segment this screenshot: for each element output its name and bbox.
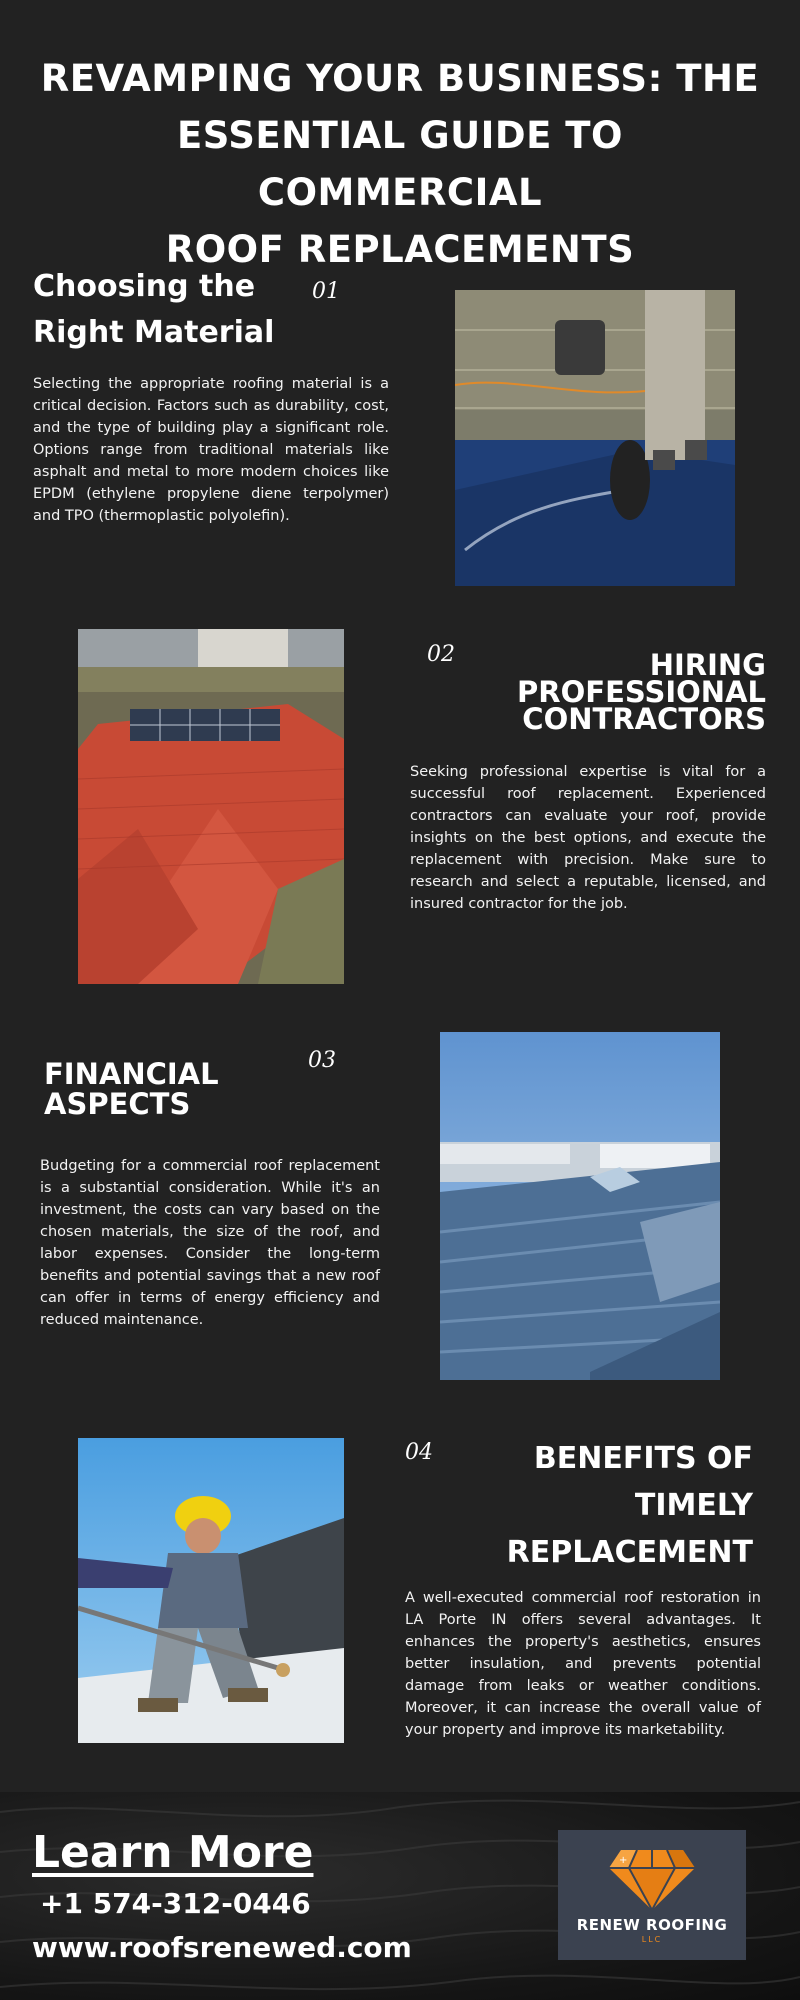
- title-line: ROOF REPLACEMENTS: [165, 228, 635, 271]
- diamond-logo-icon: [607, 1848, 697, 1912]
- heading-line: HIRING: [649, 648, 766, 682]
- section-4-heading: [420, 1435, 753, 1576]
- section-4-photo: [78, 1438, 344, 1743]
- logo-sub: LLC: [641, 1935, 663, 1944]
- section-2-number: 02: [427, 642, 455, 667]
- section-4-body: A well-executed commercial roof restoration in LA Porte IN offers several advantages. It enhances the property's aesthetics, ensures better insulation, and prevents potential damage from leaks or weather conditions. Moreover, it can increase the overall value of your property and improve its marketability.: [405, 1590, 761, 1738]
- section-2-photo: [78, 629, 344, 984]
- svg-text:+: +: [619, 1855, 628, 1866]
- section-2-body: Seeking professional expertise is vital for a successful roof replacement. Experienced contractors can evaluate your roof, provide insights on the best options, and execute the replacement with precision. Make sure to research and select a reputable, licensed, and insured contractor for the job.: [410, 764, 766, 912]
- page-title: [30, 50, 770, 278]
- section-1-number: 01: [312, 279, 340, 304]
- heading-line: ASPECTS: [44, 1087, 191, 1121]
- phone-number[interactable]: +1 574-312-0446: [40, 1887, 311, 1920]
- section-1-body: Selecting the appropriate roofing material is a critical decision. Factors such as durability, cost, and the type of building play a significant role. Options range from traditional materials like asphalt and metal to more modern choices like EPDM (ethylene propylene diene terpolymer) and TPO (thermoplastic polyolefin).: [33, 376, 389, 524]
- heading-line: TIMELY: [634, 1488, 753, 1523]
- heading-line: BENEFITS OF: [533, 1441, 753, 1476]
- heading-line: CONTRACTORS: [522, 702, 766, 736]
- website-link[interactable]: www.roofsrenewed.com: [32, 1931, 412, 1964]
- title-line: REVAMPING YOUR BUSINESS: THE: [40, 57, 760, 100]
- section-3-number: 03: [308, 1048, 336, 1073]
- heading-line: Right Material: [33, 315, 275, 350]
- heading-line: Choosing the: [33, 269, 256, 304]
- section-3-body: Budgeting for a commercial roof replacement is a substantial consideration. While it's an investment, the costs can vary based on the chosen materials, the size of the roof, and labor expenses. Consider the long-term benefits and potential savings that a new roof can offer in terms of energy efficiency and reduced maintenance.: [40, 1158, 380, 1328]
- section-1-heading: [33, 264, 274, 356]
- heading-line: PROFESSIONAL: [517, 675, 766, 709]
- title-line: ESSENTIAL GUIDE TO COMMERCIAL: [177, 114, 623, 214]
- heading-line: FINANCIAL: [44, 1057, 219, 1091]
- section-3-photo: [440, 1032, 720, 1380]
- learn-more-link[interactable]: Learn More: [32, 1827, 314, 1878]
- section-2-heading: [420, 648, 766, 736]
- section-3-heading: [44, 1059, 219, 1119]
- company-logo: [558, 1830, 746, 1960]
- logo-name: RENEW ROOFING: [576, 1916, 728, 1934]
- section-1-photo: [455, 290, 735, 586]
- heading-line: REPLACEMENT: [506, 1535, 753, 1570]
- section-4-number: 04: [405, 1440, 433, 1465]
